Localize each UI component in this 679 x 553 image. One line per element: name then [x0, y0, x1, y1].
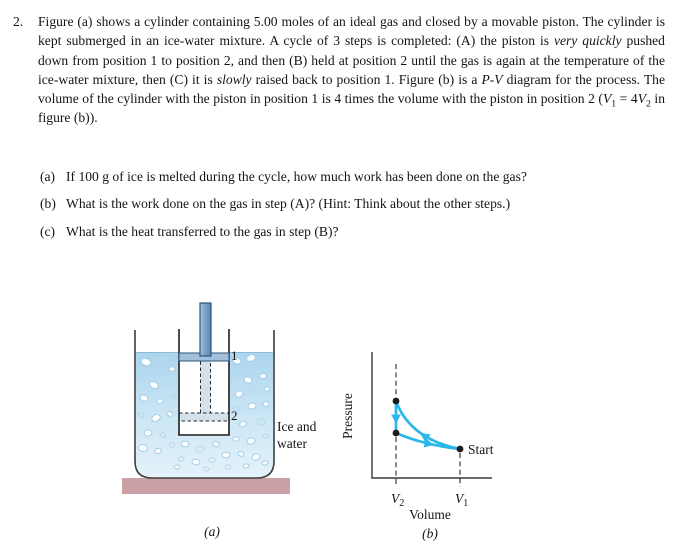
- position-1-label: 1: [231, 348, 238, 363]
- figure-b-caption: (b): [422, 526, 438, 541]
- state-point-v2-medium-pressure: [393, 430, 400, 437]
- v1-tick-label: $V_1$: [455, 491, 469, 509]
- piston-rod: [200, 303, 211, 356]
- step-b-arrowhead: [391, 415, 401, 425]
- problem-parts-list: [40, 167, 641, 241]
- problem-body-text: Figure (a) shows a cylinder containing 5.00 moles of an ideal gas and closed by a movable piston. The cylinder is kept submerged in an ice-water mixture. A cycle of 3 steps is completed: (A) the piston is very quickly pushed down from position 1 to position 2, and then (B) held at position 2 until the gas is again at the temperature of the ice-water mixture, then (C) it is slowly raised back to position 1. Figure (b) is a P-V diagram for the process. The volume of the cylinder with the piston in position 1 is 4 times the volume with the piston in position 2 ($V_1 = 4V_2$ in figure (b)).: [38, 14, 666, 126]
- part-a-label: (a): [40, 169, 56, 184]
- part-b-label: (b): [40, 196, 56, 212]
- state-point-v2-high-pressure: [393, 398, 400, 405]
- part-c-text: What is the heat transferred to the gas in step (B)?: [66, 223, 339, 239]
- position-2-label: 2: [231, 408, 238, 423]
- start-label: Start: [468, 442, 494, 457]
- part-a: [40, 167, 641, 186]
- problem-statement: [13, 12, 665, 128]
- part-c-label: (c): [40, 223, 56, 239]
- piston-rod-ghost-position-2: [201, 361, 211, 413]
- part-b-text: What is the work done on the gas in step (A)? (Hint: Think about the other steps.): [66, 196, 511, 212]
- problem-number: 2.: [13, 14, 24, 29]
- piston-head-ghost-position-2: [179, 413, 229, 421]
- part-a-text: If 100 g of ice is melted during the cycle, how much work has been done on the gas?: [66, 169, 527, 184]
- ice-and-water-label-line2: water: [277, 436, 307, 451]
- state-point-start: [457, 446, 464, 453]
- v2-tick-label: $V_2$: [391, 491, 405, 509]
- part-b: [40, 194, 641, 213]
- volume-axis-label: Volume: [409, 507, 451, 522]
- ice-and-water-label-line1: Ice and: [277, 419, 317, 434]
- figure-a-caption: (a): [204, 524, 220, 539]
- table-surface: [122, 478, 290, 494]
- figure-a-cylinder-in-ice-water: [115, 295, 330, 545]
- pressure-axis-label: Pressure: [340, 393, 355, 439]
- figure-b-pv-diagram: [338, 345, 518, 553]
- part-c: [40, 222, 641, 241]
